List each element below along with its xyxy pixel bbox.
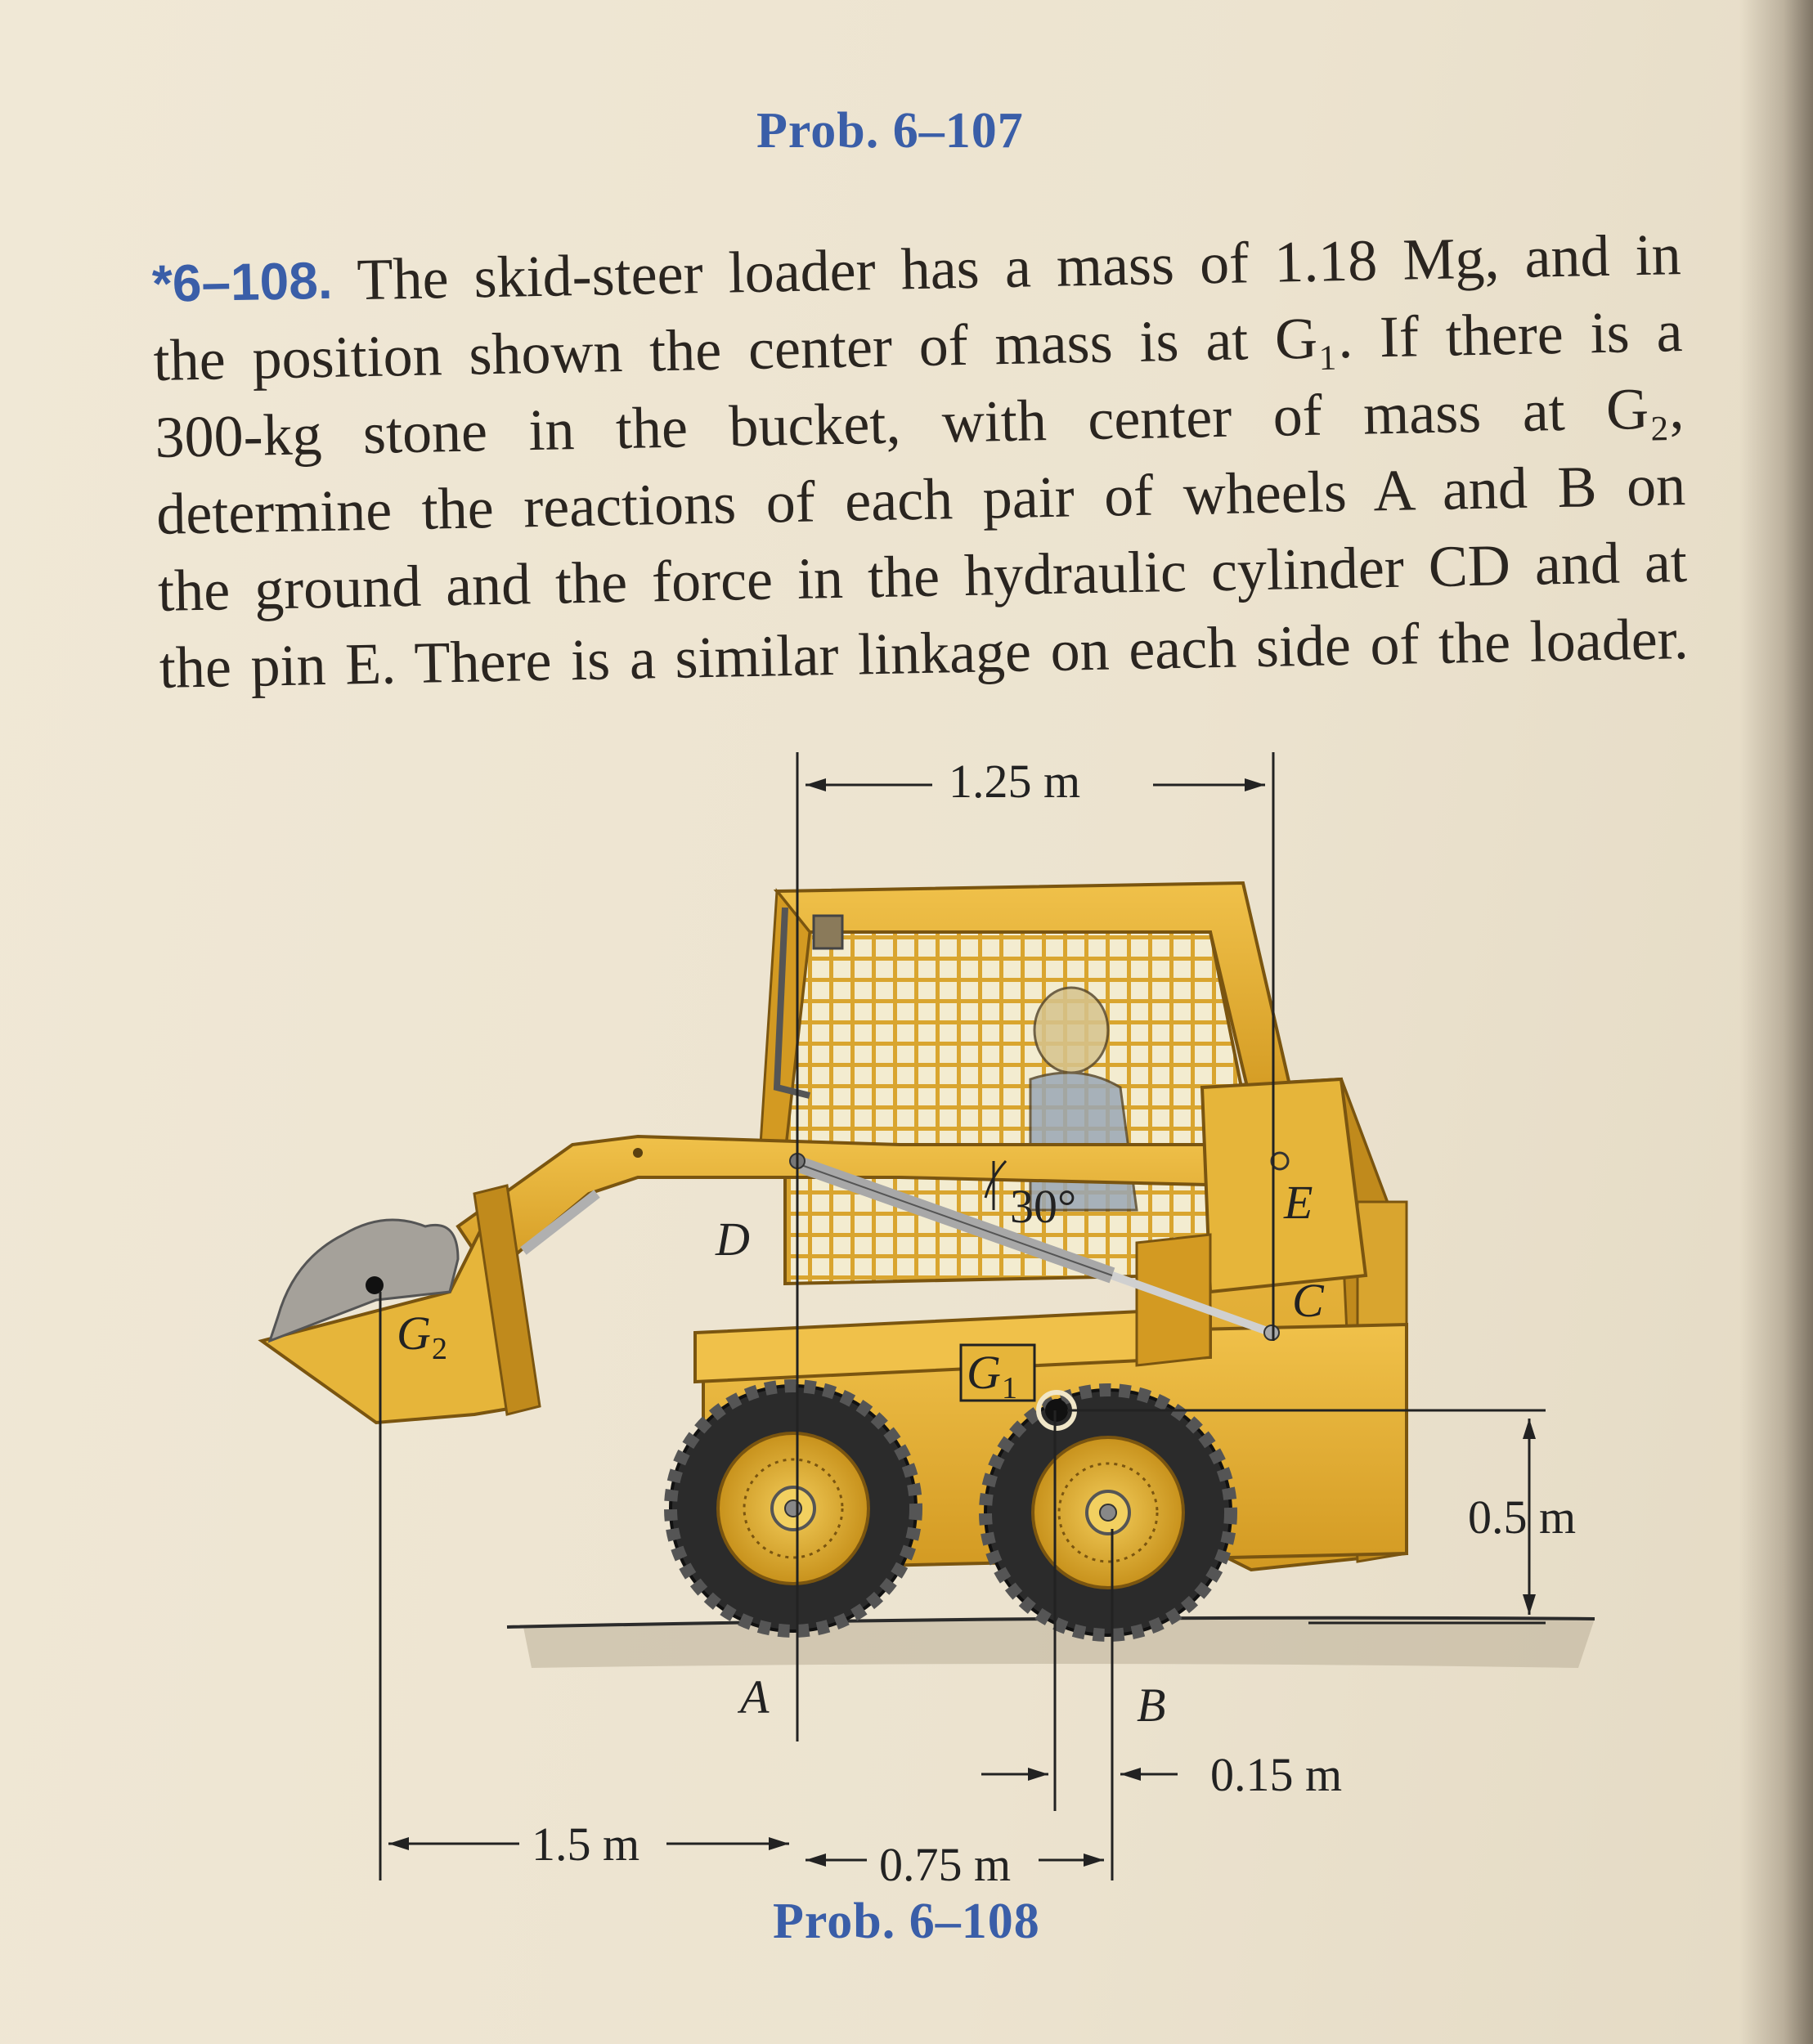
- light: [814, 916, 842, 948]
- caption-prob-6-108: Prob. 6–108: [773, 1894, 1040, 1949]
- wheel-a: [671, 1386, 916, 1631]
- label-g2-subscript: 2: [432, 1332, 447, 1366]
- label-a: A: [740, 1670, 770, 1724]
- caption-prob-6-107: Prob. 6–107: [756, 103, 1024, 159]
- problem-text-line-5: the ground and the force in the hydraulic cylinder CD and at: [157, 529, 1688, 624]
- g1-point: [1045, 1399, 1068, 1422]
- label-g1: G: [967, 1346, 1001, 1399]
- label-g1-subscript: 1: [1002, 1371, 1017, 1405]
- problem-text-line-6: the pin E. There is a similar linkage on each side of the loader.: [159, 606, 1690, 701]
- dim-0-5-m: 0.5 m: [1468, 1490, 1577, 1544]
- label-b: B: [1137, 1679, 1166, 1732]
- dim-0-75-m: 0.75 m: [879, 1838, 1012, 1891]
- angle-label: 30°: [1010, 1180, 1077, 1233]
- label-e: E: [1284, 1176, 1313, 1229]
- arm-pin: [633, 1148, 643, 1158]
- problem-text-line-1: The skid-steer loader has a mass of 1.18 Mg, and in: [356, 222, 1682, 313]
- pin-c: [1264, 1325, 1279, 1340]
- label-g2: G: [397, 1307, 431, 1360]
- problem-text-line-3: 300-kg stone in the bucket, with center of mass at G₂,: [154, 375, 1685, 470]
- g2-point: [366, 1276, 384, 1294]
- problem-text-line-2: the position shown the center of mass is at G₁. If there is a: [152, 298, 1684, 393]
- dim-1-5-m: 1.5 m: [532, 1818, 640, 1871]
- dim-1-25-m: 1.25 m: [949, 755, 1081, 808]
- dim-0-15-m: 0.15 m: [1210, 1748, 1343, 1801]
- label-d: D: [716, 1213, 750, 1266]
- problem-text-line-4: determine the reactions of each pair of wheels A and B on: [155, 452, 1686, 547]
- label-c: C: [1292, 1274, 1324, 1327]
- wheel-b: [985, 1390, 1231, 1635]
- problem-number: *6–108.: [151, 250, 334, 313]
